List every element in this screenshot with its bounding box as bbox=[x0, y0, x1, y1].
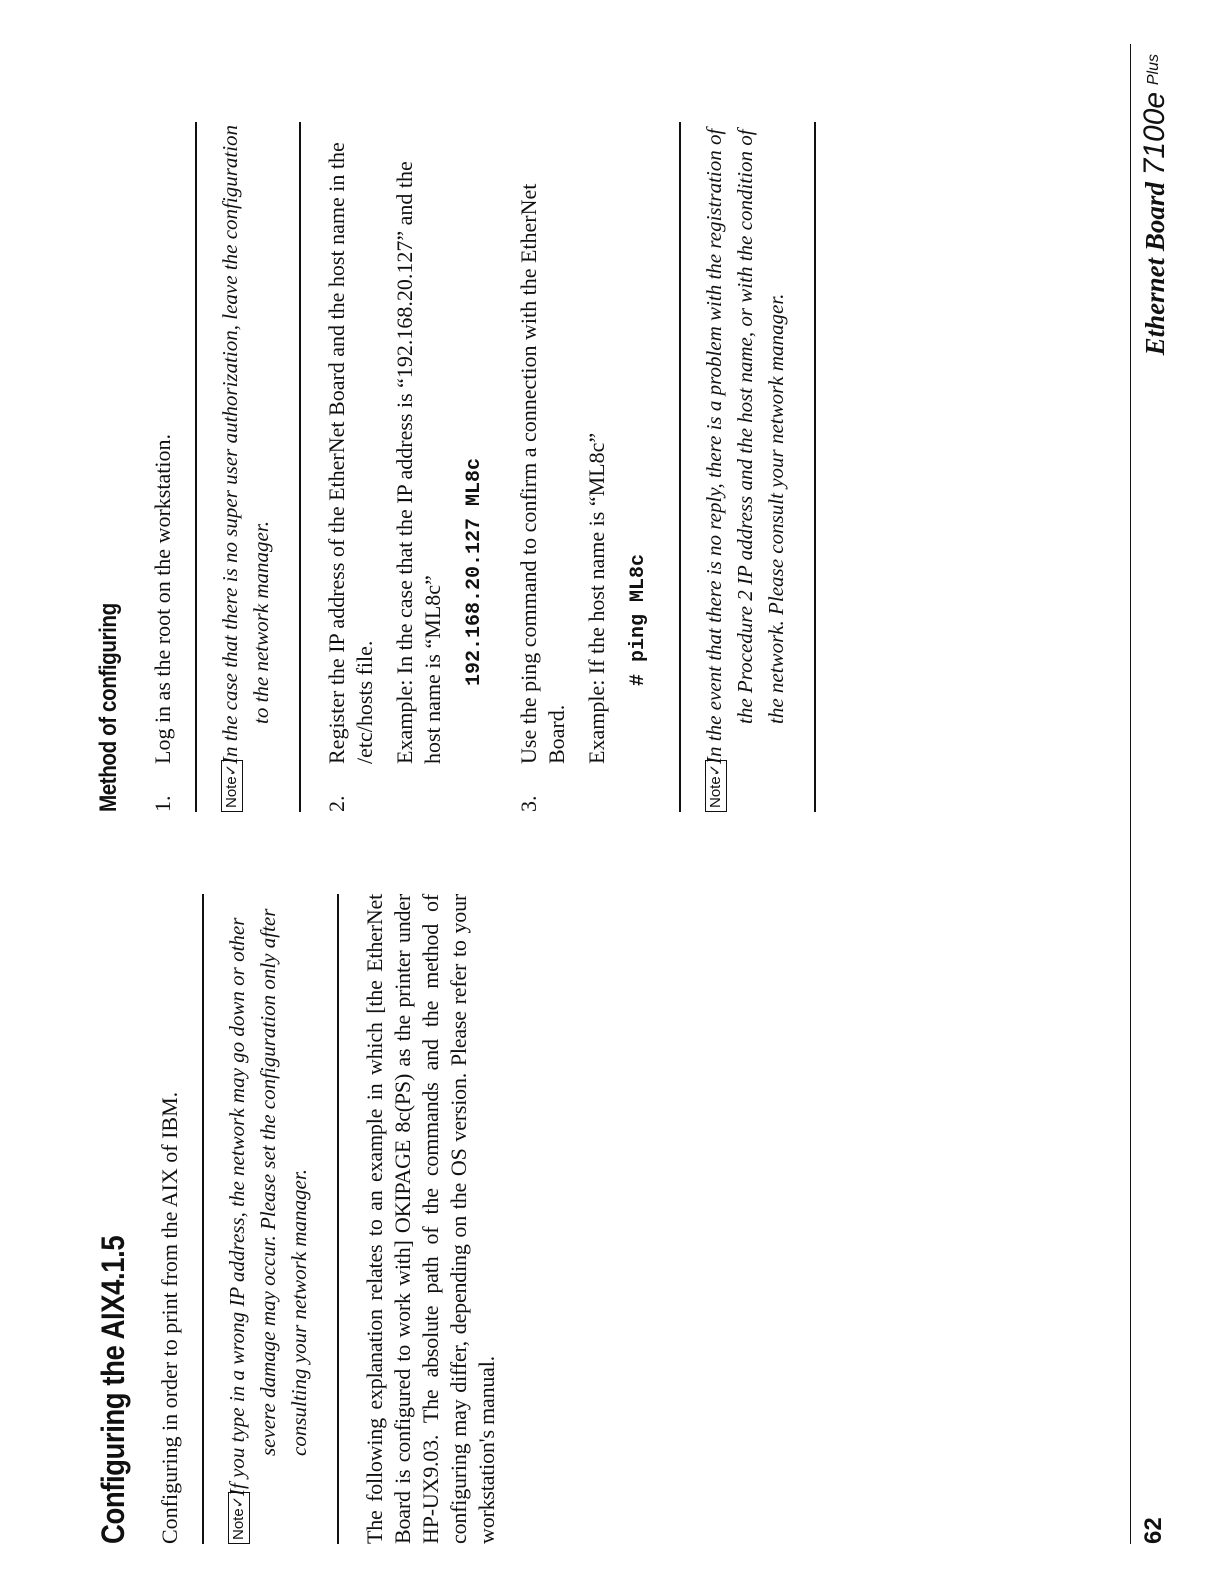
step-number: 1. bbox=[150, 795, 175, 812]
section-title: Configuring the AIX4.1.5 bbox=[95, 1235, 131, 1544]
product-name bbox=[1138, 54, 1172, 355]
step-number: 2. bbox=[324, 795, 349, 812]
step-1 bbox=[149, 122, 177, 812]
step-text: Use the ping command to confirm a connection with the EtherNet Board. bbox=[516, 183, 569, 764]
footer-rule bbox=[1130, 44, 1131, 1544]
authorization-note bbox=[195, 122, 301, 812]
step-2 bbox=[323, 122, 489, 812]
note-icon: Note✓ bbox=[228, 1492, 250, 1544]
product-suffix: Plus bbox=[1145, 54, 1162, 86]
left-column bbox=[95, 894, 501, 1544]
code-sample: # ping ML8c bbox=[627, 553, 650, 686]
step-example: Example: If the host name is “ML8c” bbox=[584, 432, 609, 764]
body-paragraph: The following explanation relates to an example in which [the EtherNet Board is configured to work with] OKIPAGE 8c(PS) as the printer under HP-UX9.03. The absolute path of the commands and the method of configuring may differ, depending on the OS version. Please refer to your workstation's manual. bbox=[362, 894, 499, 1544]
step-number: 3. bbox=[516, 795, 541, 812]
note-text: If you type in a wrong IP address, the network may go down or other severe damage may occur. Please set the configuration only after consulting your network manager. bbox=[225, 908, 311, 1496]
page-number: 62 bbox=[1140, 1517, 1167, 1544]
note-text: In the case that there is no super user authorization, leave the configuration to the network manager. bbox=[218, 124, 273, 764]
subsection-title: Method of configuring bbox=[95, 603, 122, 812]
no-reply-note bbox=[679, 122, 816, 812]
step-text: Log in as the root on the workstation. bbox=[150, 434, 175, 764]
code-sample: 192.168.20.127 ML8c bbox=[463, 457, 486, 686]
note-icon: Note✓ bbox=[705, 760, 727, 812]
warning-note bbox=[202, 894, 339, 1544]
step-text: Register the IP address of the EtherNet Board and the host name in the /etc/hosts file. bbox=[324, 142, 377, 764]
note-icon: Note✓ bbox=[221, 760, 243, 812]
right-column bbox=[95, 122, 816, 812]
step-example: Example: In the case that the IP address is “192.168.20.127” and the host name is “ML8c” bbox=[392, 161, 445, 764]
product-model: 7100e bbox=[1138, 91, 1171, 176]
step-3 bbox=[515, 122, 653, 812]
product-name-bold: Ethernet Board bbox=[1140, 182, 1170, 356]
note-text: In the event that there is no reply, there is a problem with the registration of the Procedure 2 IP address and the host name, or with the condition of the network. Please consult your network manager. bbox=[702, 128, 788, 764]
intro-text: Configuring in order to print from the AIX of IBM. bbox=[157, 1091, 182, 1544]
